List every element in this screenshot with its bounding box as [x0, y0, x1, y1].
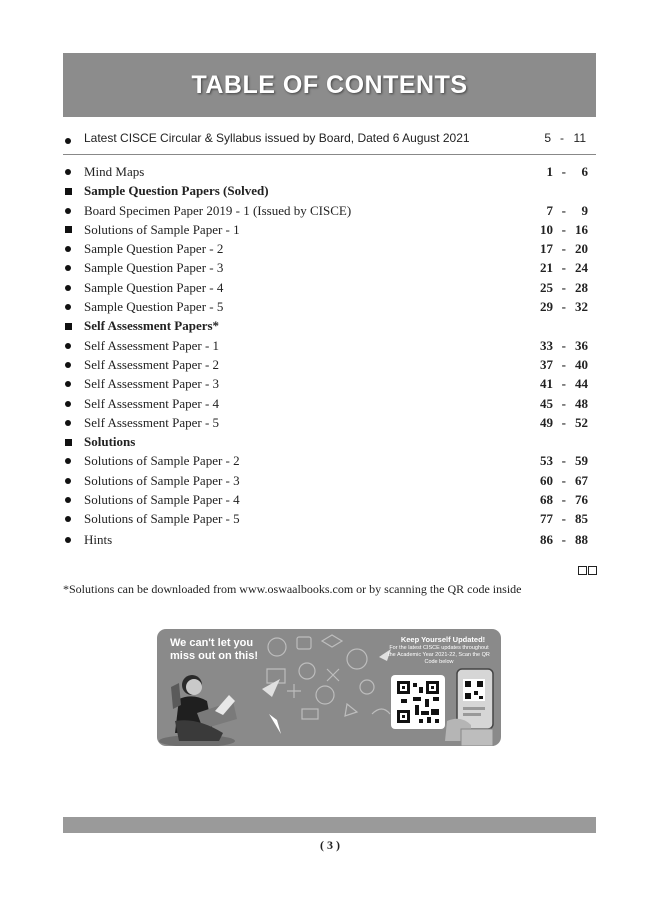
doodle-icons	[267, 635, 390, 719]
bullet-dot	[65, 208, 71, 214]
page-end: 52	[575, 414, 588, 430]
page-start: 33	[540, 337, 553, 353]
toc-label: Self Assessment Paper - 1	[84, 337, 220, 353]
page-end: 88	[575, 531, 588, 547]
toc-label: Self Assessment Paper - 3	[84, 376, 220, 392]
circular-label: Latest CISCE Circular & Syllabus issued by Board, Dated 6 August 2021	[84, 131, 470, 145]
page-end: 67	[575, 472, 588, 488]
circular-row[interactable]	[63, 131, 596, 151]
page-start: 49	[540, 414, 553, 430]
qr-banner[interactable]	[157, 629, 501, 746]
toc-item[interactable]	[63, 530, 596, 549]
page-end: 16	[575, 221, 588, 237]
page-end: 48	[575, 395, 588, 411]
end-box	[578, 566, 587, 575]
toc-label: Sample Question Paper - 5	[84, 299, 224, 315]
range-dash: -	[561, 376, 566, 392]
page-end: 9	[581, 202, 588, 218]
end-mark	[577, 562, 597, 580]
page-start: 77	[540, 511, 553, 527]
banner-right-title: Keep Yourself Updated!	[400, 635, 486, 644]
page-end: 59	[575, 453, 588, 469]
toc-label: Solutions of Sample Paper - 5	[84, 511, 240, 527]
bullet-dot	[65, 169, 71, 175]
range-dash: -	[561, 453, 566, 469]
page-end: 40	[575, 356, 588, 372]
toc-label: Sample Question Paper - 3	[84, 260, 224, 276]
toc-label: Board Specimen Paper 2019 - 1 (Issued by CISCE)	[84, 202, 352, 218]
page-start: 7	[546, 202, 553, 218]
range-dash: -	[561, 395, 566, 411]
toc-item[interactable]	[63, 509, 596, 528]
bullet-dot	[65, 265, 71, 271]
page-end: 24	[575, 260, 588, 276]
page-start: 45	[540, 395, 553, 411]
page-start: 5	[544, 131, 551, 145]
bullet-dot	[65, 458, 71, 464]
bullet-dot	[65, 246, 71, 252]
page-end: 85	[575, 511, 588, 527]
toc-label: Solutions of Sample Paper - 3	[84, 472, 240, 488]
page-start: 1	[546, 164, 553, 179]
toc-item[interactable]	[63, 220, 596, 239]
page-end: 76	[575, 492, 588, 508]
toc-label: Self Assessment Paper - 2	[84, 356, 220, 372]
page-number: ( 3 )	[320, 838, 340, 852]
toc-item[interactable]	[63, 374, 596, 393]
toc-label: Sample Question Paper - 4	[84, 279, 224, 295]
page-start: 60	[540, 472, 553, 488]
bullet-dot	[65, 138, 71, 144]
bullet-square	[65, 439, 72, 446]
bullet-dot	[65, 420, 71, 426]
page-end: 20	[575, 241, 588, 257]
page-start: 37	[540, 356, 553, 372]
page-start: 86	[540, 531, 553, 547]
page-start: 41	[540, 376, 553, 392]
range-dash: -	[561, 299, 566, 315]
page-start: 17	[540, 241, 553, 257]
bullet-square	[65, 323, 72, 330]
bullet-square	[65, 188, 72, 195]
qr-code	[391, 675, 445, 729]
toc-item[interactable]	[63, 413, 596, 432]
toc-label: Self Assessment Paper - 5	[84, 414, 220, 430]
bullet-dot	[65, 537, 71, 543]
toc-label: Solutions of Sample Paper - 4	[84, 492, 240, 508]
toc-label: Self Assessment Papers*	[84, 318, 220, 334]
toc-item[interactable]	[63, 201, 596, 220]
page-end: 36	[575, 337, 588, 353]
range-dash: -	[561, 202, 566, 218]
bullet-dot	[65, 516, 71, 522]
page-start: 21	[540, 260, 553, 276]
footnote: *Solutions can be downloaded from www.oswaalbooks.com or by scanning the QR code inside	[63, 582, 522, 596]
page-end: 28	[575, 279, 588, 295]
range-dash: -	[561, 260, 566, 276]
toc-section-heading[interactable]	[63, 181, 596, 200]
toc-item[interactable]	[63, 471, 596, 490]
toc-item[interactable]	[63, 451, 596, 470]
range-dash: -	[561, 472, 566, 488]
banner-right-text: For the latest CISCE updates throughout the Academic Year 2021-22, Scan the QR Code below	[388, 645, 490, 665]
range-dash: -	[561, 164, 566, 179]
page-start: 29	[540, 299, 553, 315]
page-title: TABLE OF CONTENTS	[191, 70, 468, 99]
toc-label: Self Assessment Paper - 4	[84, 395, 220, 411]
range-dash: -	[561, 511, 566, 527]
toc-label: Sample Question Papers (Solved)	[84, 183, 269, 199]
page-start: 53	[540, 453, 553, 469]
toc-item[interactable]	[63, 278, 596, 297]
toc-section-heading[interactable]	[63, 316, 596, 335]
page-start: 10	[540, 221, 553, 237]
range-dash: -	[561, 492, 566, 508]
banner-headline: We can't let you miss out on this!	[170, 637, 258, 662]
range-dash: -	[561, 241, 566, 257]
bullet-dot	[65, 285, 71, 291]
page-start: 25	[540, 279, 553, 295]
toc-item[interactable]	[63, 258, 596, 277]
footer-band	[63, 817, 596, 833]
student-figure	[159, 675, 237, 746]
bullet-dot	[65, 362, 71, 368]
toc-list	[63, 162, 596, 549]
header-band	[63, 53, 596, 117]
toc-item[interactable]	[63, 336, 596, 355]
range-dash: -	[561, 221, 566, 237]
bullet-dot	[65, 401, 71, 407]
bullet-dot	[65, 497, 71, 503]
range-dash: -	[561, 531, 566, 547]
range-dash: -	[560, 131, 564, 145]
toc-label: Hints	[84, 531, 113, 547]
page-end: 6	[581, 164, 588, 179]
range-dash: -	[561, 414, 566, 430]
bullet-dot	[65, 343, 71, 349]
divider	[63, 154, 596, 155]
bullet-dot	[65, 478, 71, 484]
bullet-square	[65, 226, 72, 233]
range-dash: -	[561, 356, 566, 372]
toc-label: Solutions of Sample Paper - 2	[84, 453, 240, 469]
toc-label: Mind Maps	[84, 164, 145, 179]
range-dash: -	[561, 279, 566, 295]
toc-label: Sample Question Paper - 2	[84, 241, 224, 257]
toc-item[interactable]	[63, 490, 596, 509]
toc-item[interactable]	[63, 297, 596, 316]
range-dash: -	[561, 337, 566, 353]
phone-illustration	[445, 669, 493, 746]
toc-item[interactable]	[63, 355, 596, 374]
toc-item[interactable]	[63, 239, 596, 258]
page-start: 68	[540, 492, 553, 508]
toc-item[interactable]	[63, 162, 596, 181]
page-end: 11	[573, 131, 586, 145]
toc-label: Solutions	[84, 434, 136, 450]
page-end: 44	[575, 376, 588, 392]
toc-section-heading[interactable]	[63, 432, 596, 451]
toc-label: Solutions of Sample Paper - 1	[84, 221, 240, 237]
bullet-dot	[65, 304, 71, 310]
end-box	[588, 566, 597, 575]
toc-item[interactable]	[63, 394, 596, 413]
page-end: 32	[575, 299, 588, 315]
bullet-dot	[65, 381, 71, 387]
